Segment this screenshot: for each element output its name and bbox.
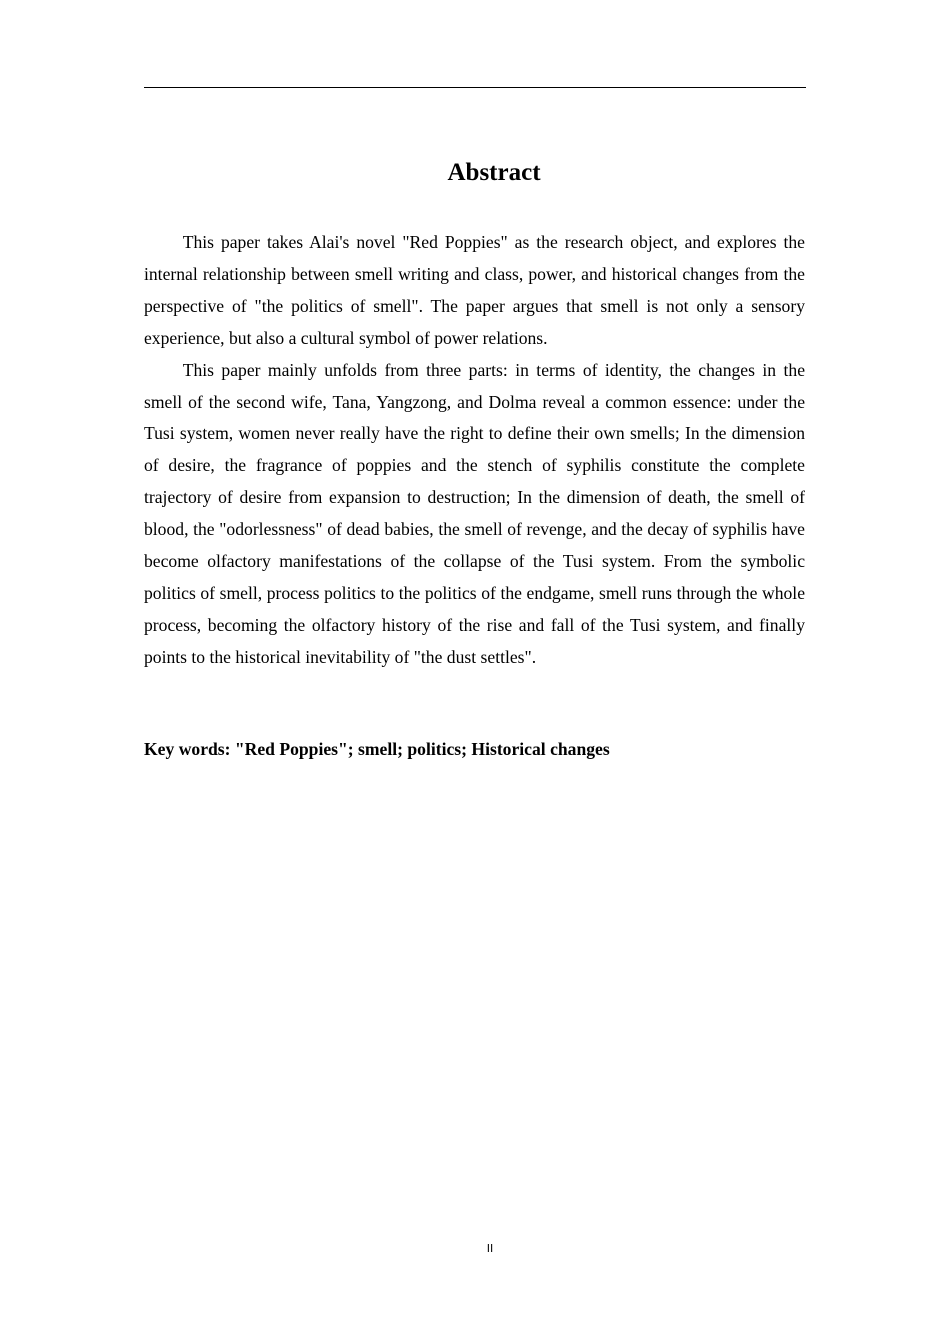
abstract-title: Abstract <box>447 159 541 186</box>
abstract-paragraph-1: This paper takes Alai's novel "Red Poppies" as the research object, and explores the internal relationship between smell writing and class, power, and historical changes from the perspective of "the politics of smell". The paper argues that smell is not only a sensory experience, but also a cultural symbol of power relations. <box>144 232 805 348</box>
keywords: Key words: "Red Poppies"; smell; politics; Historical changes <box>144 739 610 759</box>
abstract-paragraph-2: This paper mainly unfolds from three parts: in terms of identity, the changes in the smell of the second wife, Tana, Yangzong, and Dolma reveal a common essence: under the Tusi system, women never really have the right to define their own smells; In the dimension of desire, the fragrance of poppies and the stench of syphilis constitute the complete trajectory of desire from expansion to destruction; In the dimension of death, the smell of blood, the "odorlessness" of dead babies, the smell of revenge, and the decay of syphilis have become olfactory manifestations of the collapse of the Tusi system. From the symbolic politics of smell, process politics to the politics of the endgame, smell runs through the whole process, becoming the olfactory history of the rise and fall of the Tusi system, and finally points to the historical inevitability of "the dust settles". <box>144 359 805 667</box>
abstract-body <box>144 227 805 674</box>
page-number: II <box>486 1242 494 1255</box>
header-rule <box>144 87 806 88</box>
